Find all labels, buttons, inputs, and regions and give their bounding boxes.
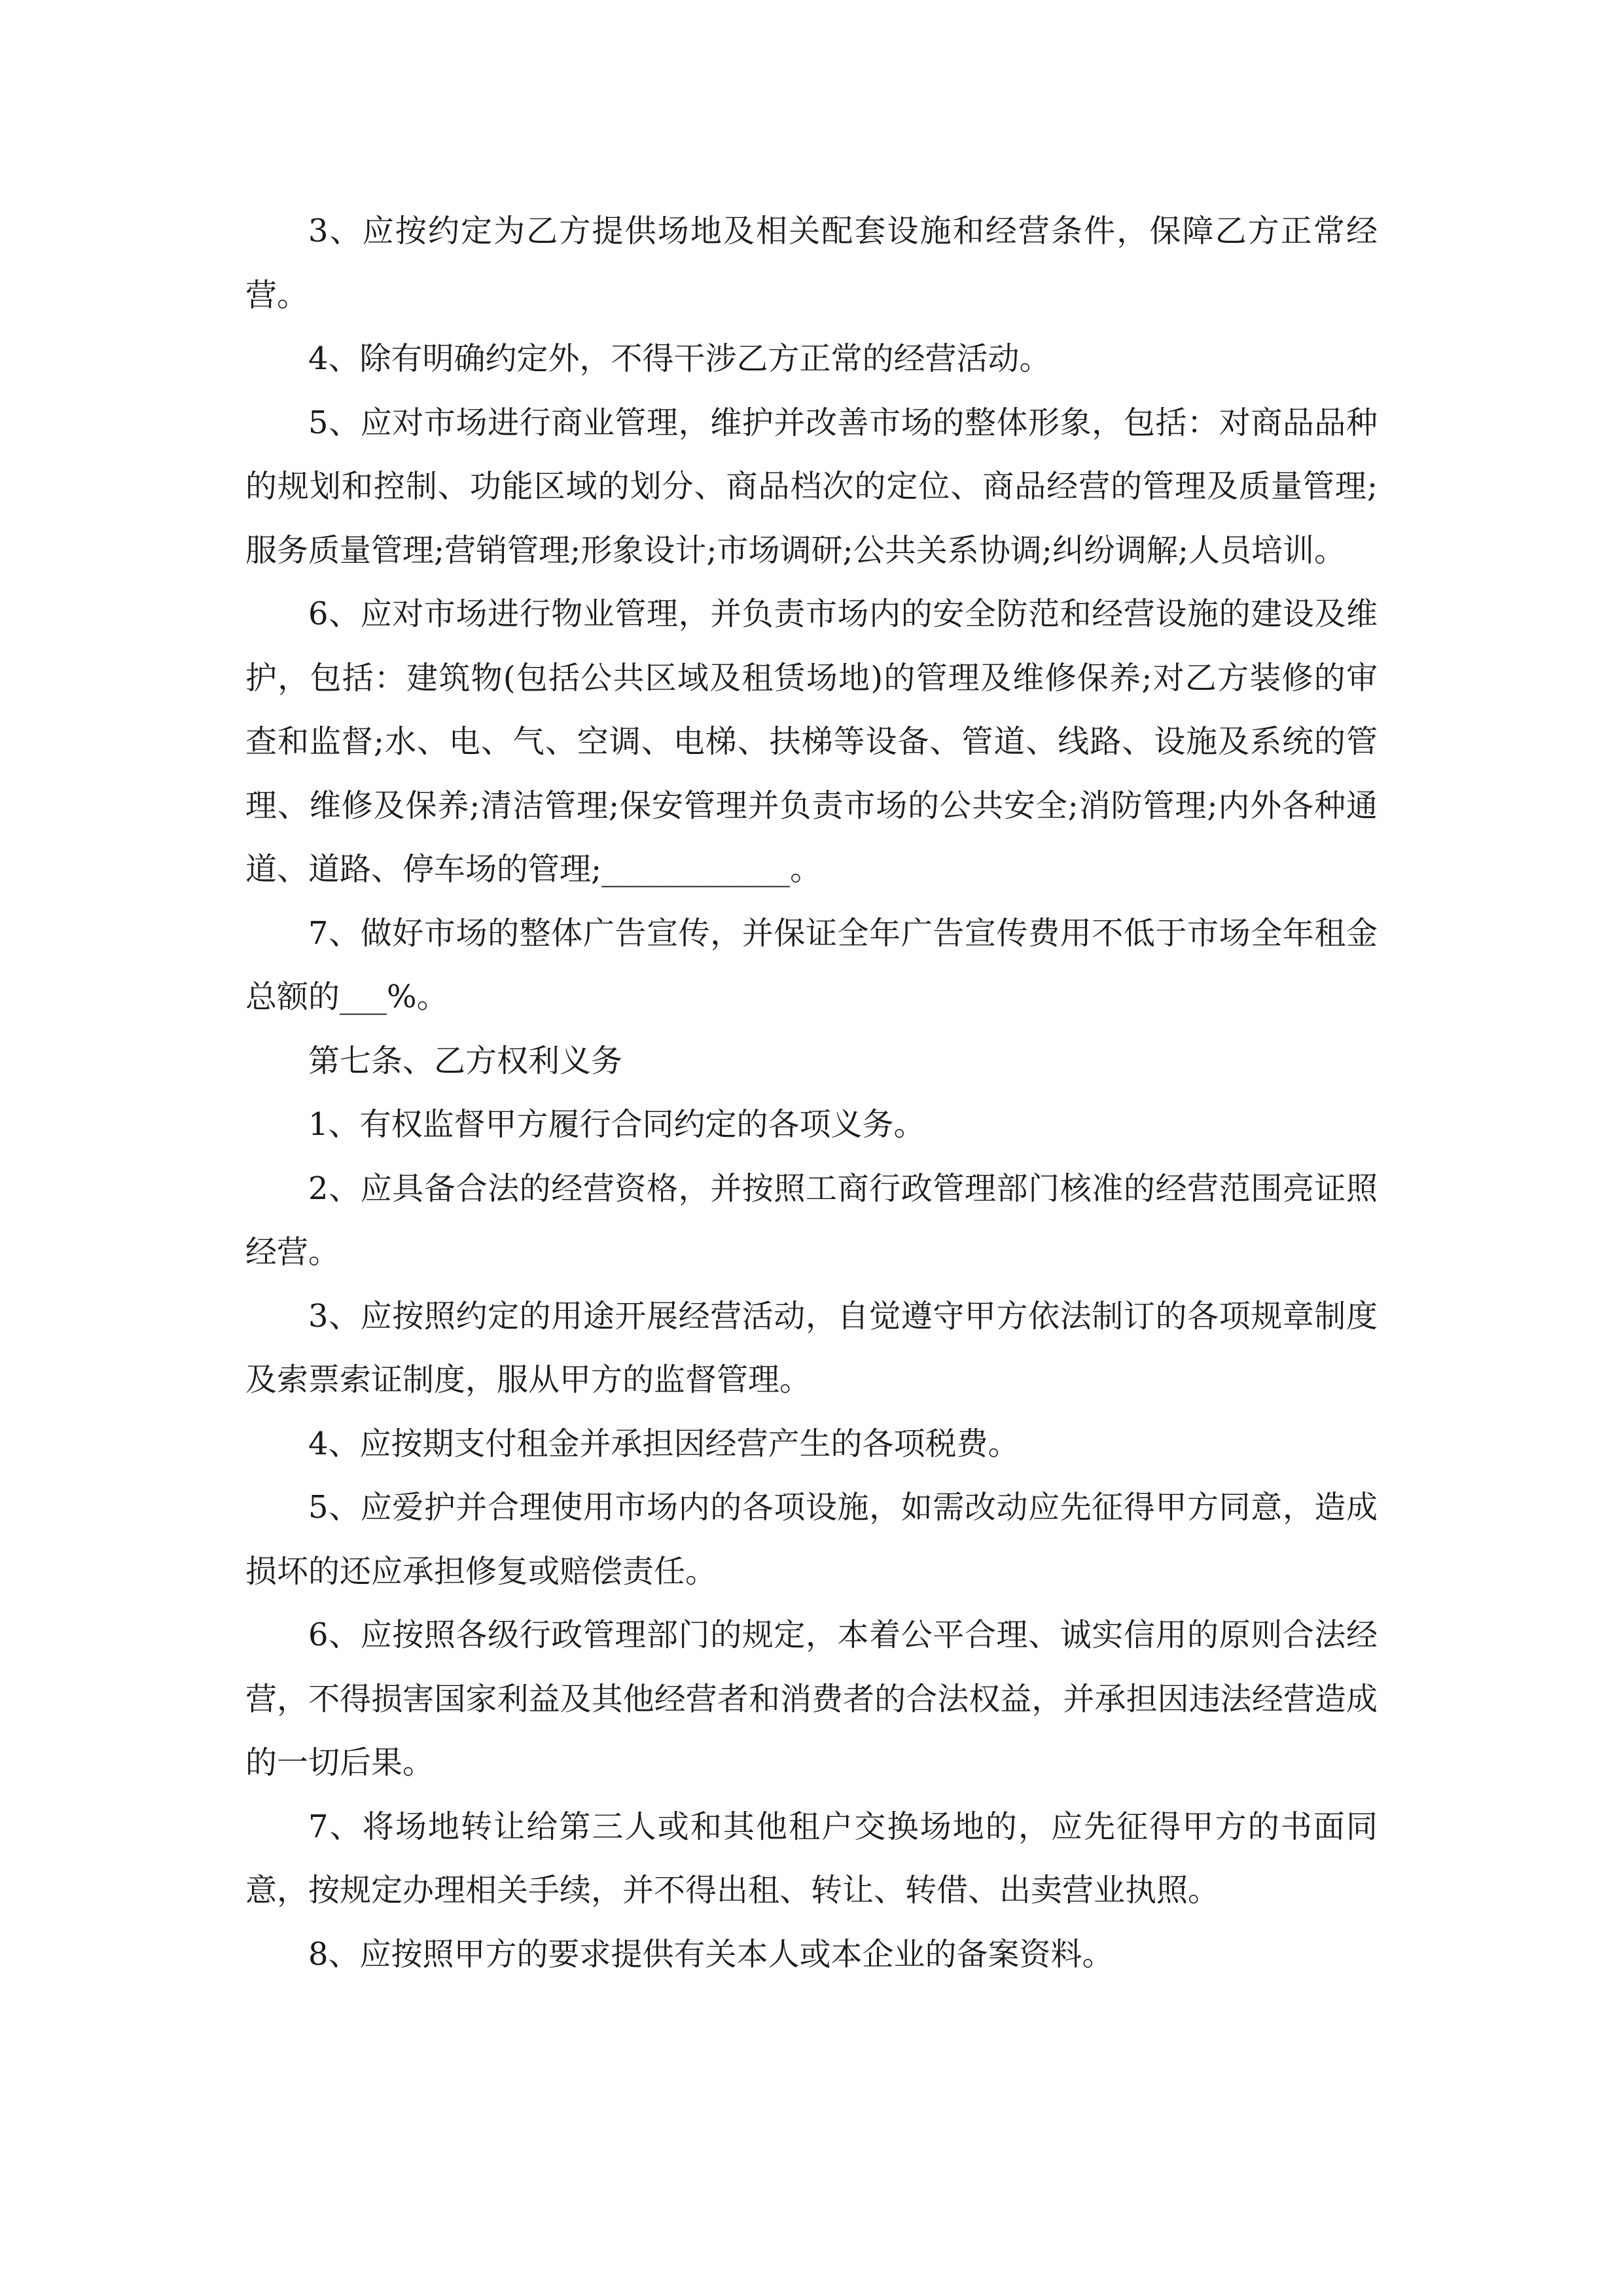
paragraph-tenant-duty-6: 6、应按照各级行政管理部门的规定，本着公平合理、诚实信用的原则合法经营，不得损害国家利益及其他经营者和消费者的合法权益，并承担因违法经营造成的一切后果。	[245, 1617, 1378, 1781]
article-7-heading: 第七条、乙方权利义务	[308, 1042, 623, 1079]
paragraph-landlord-duty-5: 5、应对市场进行商业管理，维护并改善市场的整体形象，包括：对商品品种的规划和控制、功能区域的划分、商品档次的定位、商品经营的管理及质量管理;服务质量管理;营销管理;形象设计;市场调研;公共关系协调;纠纷调解;人员培训。	[245, 404, 1378, 569]
paragraph-tenant-duty-3: 3、应按照约定的用途开展经营活动，自觉遵守甲方依法制订的各项规章制度及索票索证制度，服从甲方的监督管理。	[245, 1297, 1378, 1398]
paragraph-tenant-duty-1: 1、有权监督甲方履行合同约定的各项义务。	[308, 1106, 925, 1143]
paragraph-tenant-duty-5: 5、应爱护并合理使用市场内的各项设施，如需改动应先征得甲方同意，造成损坏的还应承担修复或赔偿责任。	[245, 1489, 1378, 1590]
paragraph-tenant-duty-7: 7、将场地转让给第三人或和其他租户交换场地的，应先征得甲方的书面同意，按规定办理相关手续，并不得出租、转让、转借、出卖营业执照。	[245, 1808, 1378, 1909]
paragraph-landlord-duty-6: 6、应对市场进行物业管理，并负责市场内的安全防范和经营设施的建设及维护，包括：建筑物(包括公共区域及租赁场地)的管理及维修保养;对乙方装修的审查和监督;水、电、气、空调、电梯、扶梯等设备、管道、线路、设施及系统的管理、维修及保养;清洁管理;保安管理并负责市场的公共安全;消防管理;内外各种通道、道路、停车场的管理;____________。	[245, 596, 1378, 888]
paragraph-tenant-duty-8: 8、应按照甲方的要求提供有关本人或本企业的备案资料。	[308, 1935, 1114, 1973]
paragraph-landlord-duty-7: 7、做好市场的整体广告宣传，并保证全年广告宣传费用不低于市场全年租金总额的___%。	[245, 914, 1378, 1015]
paragraph-landlord-duty-4: 4、除有明确约定外，不得干涉乙方正常的经营活动。	[308, 340, 1051, 377]
paragraph-landlord-duty-3: 3、应按约定为乙方提供场地及相关配套设施和经营条件，保障乙方正常经营。	[245, 213, 1378, 314]
paragraph-tenant-duty-4: 4、应按期支付租金并承担因经营产生的各项税费。	[308, 1425, 1020, 1462]
paragraph-tenant-duty-2: 2、应具备合法的经营资格，并按照工商行政管理部门核准的经营范围亮证照经营。	[245, 1170, 1378, 1270]
document-body	[245, 200, 1378, 1986]
